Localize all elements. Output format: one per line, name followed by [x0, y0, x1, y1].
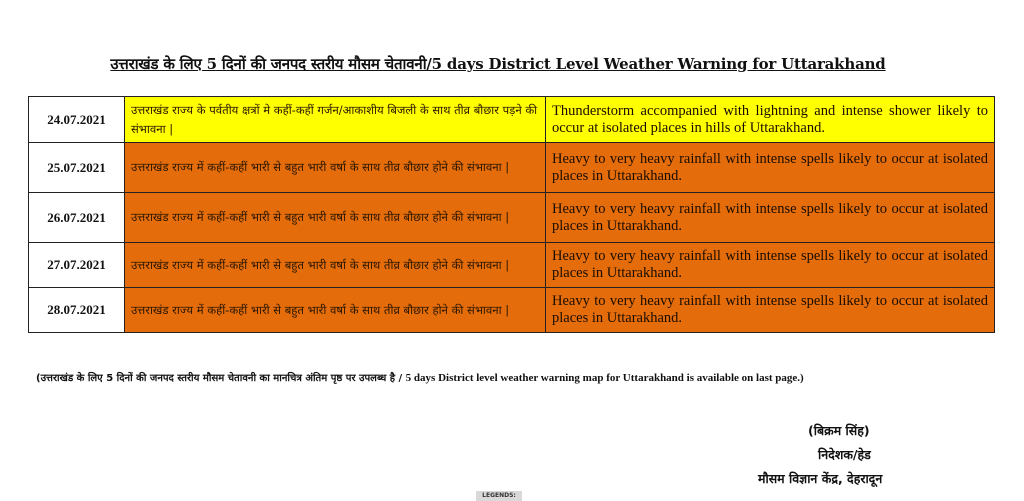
weather-warning-table: [28, 96, 995, 333]
table-row: [29, 243, 995, 288]
english-warning-cell: Heavy to very heavy rainfall with intense spells likely to occur at isolated places in Uttarakhand.: [546, 243, 995, 288]
table-row: [29, 143, 995, 193]
signatory-name: (बिक्रम सिंह): [808, 423, 870, 438]
english-warning-cell: Heavy to very heavy rainfall with intense spells likely to occur at isolated places in Uttarakhand.: [546, 143, 995, 193]
english-warning-cell: Heavy to very heavy rainfall with intense spells likely to occur at isolated places in Uttarakhand.: [546, 288, 995, 333]
map-availability-note: [36, 370, 804, 384]
date-cell: 27.07.2021: [29, 243, 125, 288]
date-cell: 25.07.2021: [29, 143, 125, 193]
signatory-office: मौसम विज्ञान केंद्र, देहरादून: [758, 471, 883, 486]
date-cell: 28.07.2021: [29, 288, 125, 333]
legend-label: LEGENDS:: [476, 491, 522, 501]
hindi-warning-cell: उत्तराखंड राज्य में कहीं-कहीं भारी से बहुत भारी वर्षा के साथ तीव्र बौछार होने की संभावना |: [125, 193, 546, 243]
table-row: [29, 288, 995, 333]
hindi-warning-cell: उत्तराखंड राज्य में कहीं-कहीं भारी से बहुत भारी वर्षा के साथ तीव्र बौछार होने की संभावना |: [125, 243, 546, 288]
footnote-english: 5 days District level weather warning map for Uttarakhand is available on last page.): [405, 372, 804, 384]
footnote-hindi: (उत्तराखंड के लिए 5 दिनों की जनपद स्तरीय मौसम चेतावनी का मानचित्र अंतिम पृष्ठ पर उपलब्ध है /: [36, 373, 406, 384]
english-warning-cell: Heavy to very heavy rainfall with intense spells likely to occur at isolated places in Uttarakhand.: [546, 193, 995, 243]
signatory-role: निदेशक/हेड: [818, 447, 871, 462]
table-row: [29, 97, 995, 143]
hindi-warning-cell: उत्तराखंड राज्य में कहीं-कहीं भारी से बहुत भारी वर्षा के साथ तीव्र बौछार होने की संभावना |: [125, 288, 546, 333]
date-cell: 26.07.2021: [29, 193, 125, 243]
hindi-warning-cell: उत्तराखंड राज्य में कहीं-कहीं भारी से बहुत भारी वर्षा के साथ तीव्र बौछार होने की संभावना |: [125, 143, 546, 193]
hindi-warning-cell: उत्तराखंड राज्य के पर्वतीय क्षत्रों मे कहीं-कहीं गर्जन/आकाशीय बिजली के साथ तीव्र बौछार पड़ने की संभावना |: [125, 97, 546, 143]
document-title: उत्तराखंड के लिए 5 दिनों की जनपद स्तरीय मौसम चेतावनी/5 days District Level Weather Warning for Uttarakhand: [110, 55, 886, 73]
date-cell: 24.07.2021: [29, 97, 125, 143]
table-row: [29, 193, 995, 243]
english-warning-cell: Thunderstorm accompanied with lightning and intense shower likely to occur at isolated places in hills of Uttarakhand.: [546, 97, 995, 143]
